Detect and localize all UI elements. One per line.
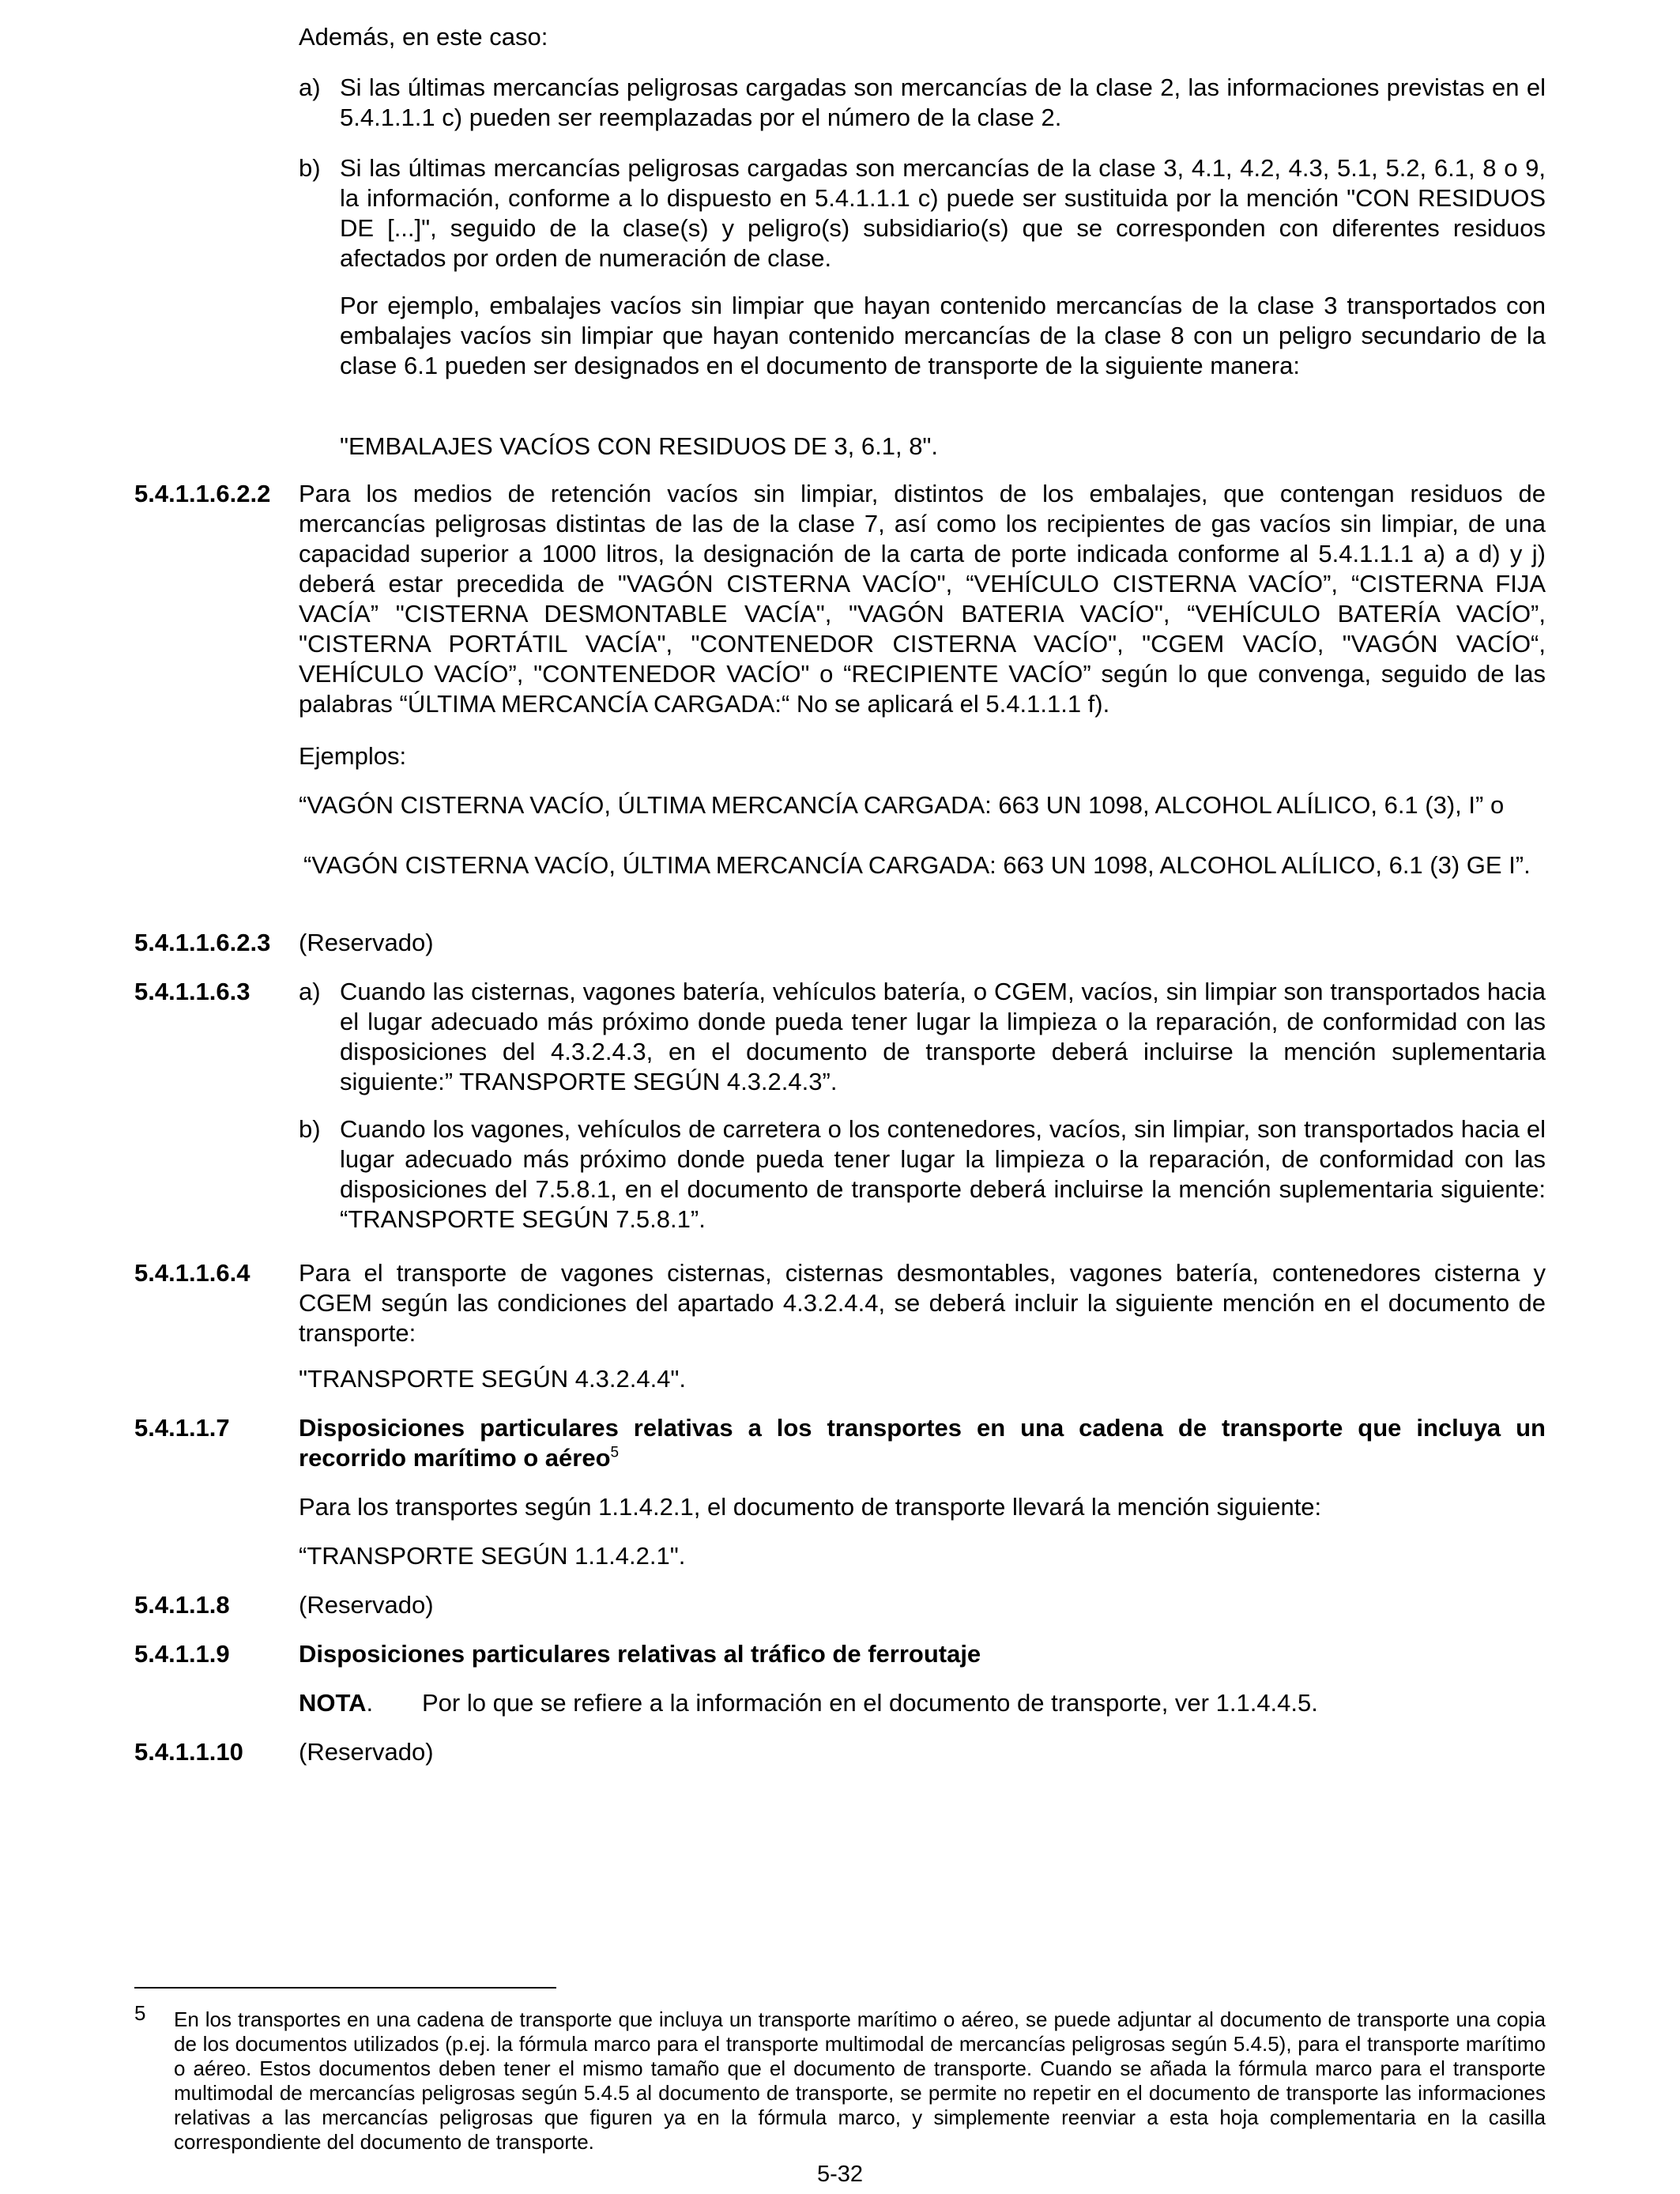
section-text: (Reservado) <box>299 1738 434 1766</box>
page-number: 5-32 <box>816 2162 864 2187</box>
quote-text: “TRANSPORTE SEGÚN 1.1.4.2.1". <box>299 1542 686 1570</box>
example-paragraph: Por ejemplo, embalajes vacíos sin limpiar que hayan contenido mercancías de la clase 3 transportados con embalajes vacíos sin limpiar que hayan contenido mercancías de la clase 8 con un peligro secundario de la clase 6.1 pueden ser designados en el documento de transporte de la siguiente manera: <box>340 292 1546 379</box>
section-number: 5.4.1.1.6.4 <box>134 1259 250 1287</box>
item-a-text: Cuando las cisternas, vagones batería, vehículos batería, o CGEM, vacíos, sin limpiar son transportados hacia el lugar adecuado más próximo donde pueda tener lugar la limpieza o la reparación, de conformidad con las disposiciones del 4.3.2.4.3, en el documento de transporte deberá incluirse la mención suplementaria siguiente:” TRANSPORTE SEGÚN 4.3.2.4.3”. <box>340 978 1546 1095</box>
section-number: 5.4.1.1.8 <box>134 1591 230 1619</box>
intro-lead: Además, en este caso: <box>299 23 548 51</box>
section-heading <box>299 1413 1546 1473</box>
section-number: 5.4.1.1.6.2.2 <box>134 480 271 507</box>
section-text: (Reservado) <box>299 1591 434 1619</box>
item-b-label: b) <box>299 154 321 182</box>
section-number: 5.4.1.1.7 <box>134 1414 230 1442</box>
section-text: Para los medios de retención vacíos sin limpiar, distintos de los embalajes, que contengan residuos de mercancías peligrosas distintas de las de la clase 7, así como los recipientes de gas vacíos sin limpiar, de una capacidad superior a 1000 litros, la designación de la carta de porte indicada conforme al 5.4.1.1.1 a) a d) y j) deberá estar precedida de "VAGÓN CISTERNA VACÍO", “VEHÍCULO CISTERNA VACÍO”, “CISTERNA FIJA VACÍA” "CISTERNA DESMONTABLE VACÍA", "VAGÓN BATERIA VACÍO", “VEHÍCULO BATERÍA VACÍO”, "CISTERNA PORTÁTIL VACÍA", "CONTENEDOR CISTERNA VACÍO", "CGEM VACÍO, "VAGÓN VACÍO“, VEHÍCULO VACÍO”, "CONTENEDOR VACÍO" o “RECIPIENTE VACÍO” según lo que convenga, seguido de las palabras “ÚLTIMA MERCANCÍA CARGADA:“ No se aplicará el 5.4.1.1.1 f). <box>299 480 1546 718</box>
section-text: Para los transportes según 1.1.4.2.1, el documento de transporte llevará la mención siguiente: <box>299 1493 1322 1521</box>
section-text: (Reservado) <box>299 929 434 956</box>
section-number: 5.4.1.1.6.3 <box>134 978 250 1005</box>
example-2: “VAGÓN CISTERNA VACÍO, ÚLTIMA MERCANCÍA CARGADA: 663 UN 1098, ALCOHOL ALÍLICO, 6.1 (3) GE I”. <box>303 851 1531 879</box>
item-b-text: Si las últimas mercancías peligrosas cargadas son mercancías de la clase 3, 4.1, 4.2, 4.3, 5.1, 5.2, 6.1, 8 o 9, la información, conforme a lo dispuesto en 5.4.1.1.1 c) puede ser sustituida por la mención "CON RESIDUOS DE [...]", seguido de la clase(s) y peligro(s) subsidiario(s) que se corresponden con diferentes residuos afectados por orden de numeración de clase. <box>340 154 1546 272</box>
item-b-text: Cuando los vagones, vehículos de carretera o los contenedores, vacíos, sin limpiar, son transportados hacia el lugar adecuado más próximo donde pueda tener lugar la limpieza o la reparación, de conformidad con las disposiciones del 7.5.8.1, en el documento de transporte deberá incluirse la mención suplementaria siguiente: “TRANSPORTE SEGÚN 7.5.8.1”. <box>340 1115 1546 1233</box>
example-quote: "EMBALAJES VACÍOS CON RESIDUOS DE 3, 6.1, 8". <box>340 432 939 460</box>
note-label <box>299 1688 373 1718</box>
note-label-dot: . <box>366 1689 374 1717</box>
section-number: 5.4.1.1.9 <box>134 1640 230 1668</box>
section-heading-text: Disposiciones particulares relativas a los transportes en una cadena de transporte que incluya un recorrido marítimo o aéreo <box>299 1414 1546 1472</box>
item-a-label: a) <box>299 74 321 101</box>
quote-text: "TRANSPORTE SEGÚN 4.3.2.4.4". <box>299 1365 687 1393</box>
note-text: Por lo que se refiere a la información en el documento de transporte, ver 1.1.4.4.5. <box>422 1689 1318 1717</box>
item-b-label: b) <box>299 1115 321 1143</box>
footnote-separator <box>134 1987 556 1989</box>
footnote-ref: 5 <box>610 1444 620 1461</box>
item-a-label: a) <box>299 978 321 1005</box>
section-text: Para el transporte de vagones cisternas, cisternas desmontables, vagones batería, contenedores cisterna y CGEM según las condiciones del apartado 4.3.2.4.4, se deberá incluir la siguiente mención en el documento de transporte: <box>299 1259 1546 1347</box>
examples-label: Ejemplos: <box>299 742 407 770</box>
footnote-text: En los transportes en una cadena de transporte que incluya un transporte marítimo o aéreo, se puede adjuntar al documento de transporte una copia de los documentos utilizados (p.ej. la fórmula marco para el transporte multimodal de mercancías peligrosas según 5.4.5), para el transporte marítimo o aéreo. Estos documentos deben tener el mismo tamaño que el documento de transporte. Cuando se añada la fórmula marco para el transporte multimodal de mercancías peligrosas según 5.4.5 al documento de transporte, se permite no repetir en el documento de transporte las informaciones relativas a las mercancías peligrosas que figuren ya en la fórmula marco, y simplemente reenviar a esta hoja complementaria en la casilla correspondiente del documento de transporte. <box>174 2007 1546 2154</box>
item-a-text: Si las últimas mercancías peligrosas cargadas son mercancías de la clase 2, las informaciones previstas en el 5.4.1.1.1 c) pueden ser reemplazadas por el número de la clase 2. <box>340 74 1546 131</box>
footnote-number: 5 <box>134 2001 146 2025</box>
example-1: “VAGÓN CISTERNA VACÍO, ÚLTIMA MERCANCÍA CARGADA: 663 UN 1098, ALCOHOL ALÍLICO, 6.1 (3), I” o <box>299 791 1505 819</box>
section-heading: Disposiciones particulares relativas al tráfico de ferroutaje <box>299 1640 981 1668</box>
note-label-text: NOTA <box>299 1689 367 1717</box>
section-number: 5.4.1.1.6.2.3 <box>134 929 271 956</box>
section-number: 5.4.1.1.10 <box>134 1738 243 1766</box>
